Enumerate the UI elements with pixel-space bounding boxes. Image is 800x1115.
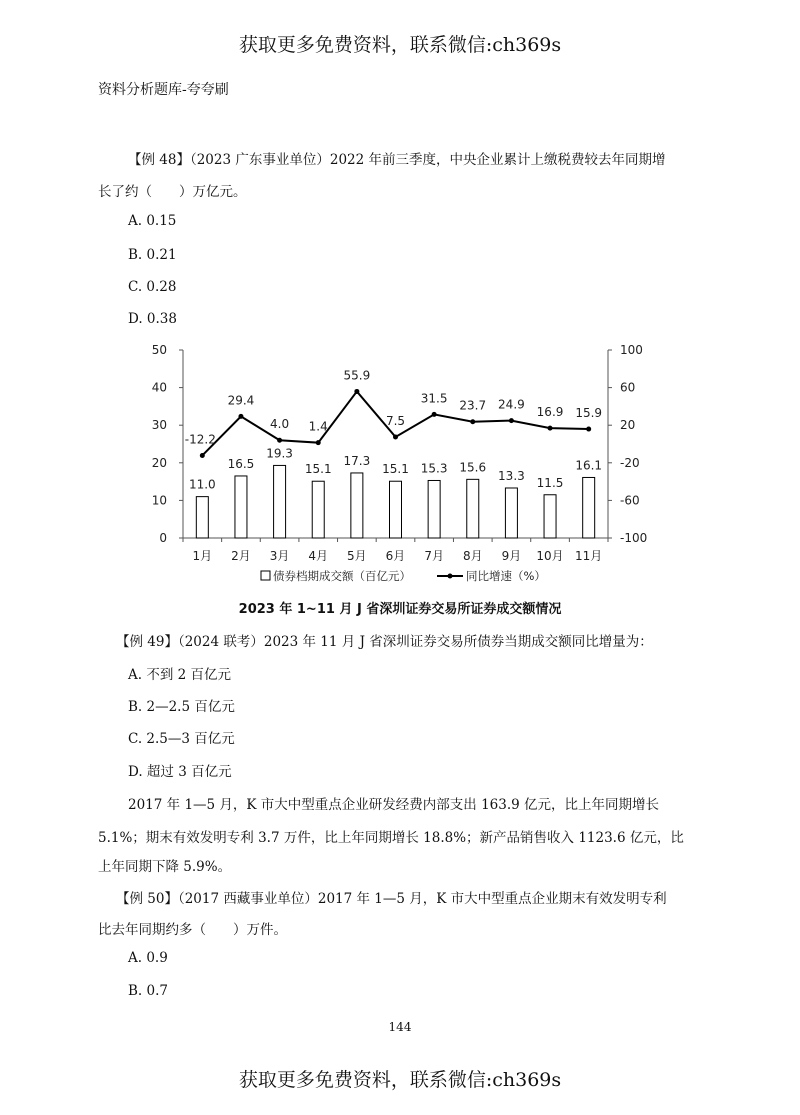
q48-line1: 【例 48】（2023 广东事业单位）2022 年前三季度，中央企业累计上缴税费较去年同期增 — [128, 152, 666, 168]
right-tick-label: 100 — [620, 343, 643, 357]
x-tick-label: 6月 — [385, 549, 406, 563]
bar-9 — [505, 488, 517, 538]
q49-line1: 【例 49】（2024 联考）2023 年 11 月 J 省深圳证券交易所债券当期成交额同比增量为： — [116, 634, 653, 650]
x-tick-label: 10月 — [536, 549, 564, 563]
growth-label: 16.9 — [536, 405, 564, 420]
growth-label: 4.0 — [270, 417, 290, 432]
growth-point-7 — [432, 412, 437, 417]
bar-10 — [544, 495, 556, 538]
growth-point-3 — [277, 438, 282, 443]
left-tick-label: 50 — [151, 343, 167, 357]
q50-line1: 【例 50】（2017 西藏事业单位）2017 年 1—5 月，K 市大中型重点企业期末有效发明专利 — [116, 891, 667, 907]
q48-option-d: D. 0.38 — [128, 311, 177, 327]
bar-label: 15.3 — [420, 461, 448, 476]
bar-1 — [196, 497, 208, 538]
q49-option-b: B. 2—2.5 百亿元 — [128, 699, 235, 715]
q49-option-a: A. 不到 2 百亿元 — [128, 667, 232, 683]
x-tick-label: 5月 — [347, 549, 367, 563]
q50-option-a: A. 0.9 — [128, 950, 168, 966]
x-tick-label: 2月 — [231, 549, 251, 563]
growth-label: 55.9 — [343, 368, 371, 383]
bar-label: 15.1 — [304, 462, 332, 477]
right-tick-label: -20 — [620, 455, 640, 470]
growth-label: 7.5 — [385, 413, 406, 428]
bottom-banner: 获取更多免费资料，联系微信:ch369s — [238, 1069, 562, 1091]
bar-11 — [583, 477, 595, 538]
x-tick-label: 1月 — [192, 549, 213, 563]
top-banner: 获取更多免费资料，联系微信:ch369s — [238, 34, 562, 56]
bar-label: 17.3 — [343, 453, 371, 468]
legend-bar-label: 债券档期成交额（百亿元） — [273, 569, 411, 583]
growth-point-11 — [586, 427, 591, 432]
legend-line-label: 同比增速（%） — [466, 569, 546, 583]
right-tick-label: -60 — [620, 493, 640, 508]
bar-label: 11.0 — [188, 477, 216, 492]
q48-option-c: C. 0.28 — [128, 279, 177, 295]
right-tick-label: 60 — [620, 380, 636, 395]
growth-point-2 — [238, 414, 243, 419]
growth-label: 1.4 — [308, 419, 328, 434]
x-tick-label: 11月 — [575, 549, 603, 563]
q50-line2: 比去年同期约多（ ）万件。 — [98, 922, 287, 938]
right-tick-label: 20 — [620, 418, 636, 433]
growth-point-6 — [393, 434, 398, 439]
growth-point-5 — [354, 389, 359, 394]
bar-label: 16.5 — [227, 456, 255, 471]
right-tick-label: -100 — [620, 531, 648, 545]
left-tick-label: 20 — [151, 455, 167, 470]
left-tick-label: 40 — [151, 380, 167, 395]
bar-7 — [428, 480, 440, 538]
q48-line2: 长了约（ ）万亿元。 — [98, 184, 247, 200]
bar-label: 19.3 — [266, 446, 293, 461]
growth-label: 29.4 — [227, 393, 255, 408]
chart — [120, 335, 660, 615]
header-label: 资料分析题库-夸夸刷 — [98, 82, 229, 98]
q48-option-a: A. 0.15 — [128, 213, 177, 229]
growth-point-8 — [470, 419, 475, 424]
growth-label: -12.2 — [184, 432, 216, 447]
left-tick-label: 0 — [159, 531, 167, 545]
growth-point-9 — [509, 418, 514, 423]
growth-label: 15.9 — [575, 406, 603, 421]
q49-option-c: C. 2.5—3 百亿元 — [128, 731, 235, 747]
left-tick-label: 10 — [151, 493, 167, 508]
passage-line3: 上年同期下降 5.9%。 — [98, 859, 232, 875]
bar-label: 13.3 — [498, 468, 525, 483]
growth-point-1 — [200, 453, 205, 458]
q48-option-b: B. 0.21 — [128, 247, 177, 263]
q49-option-d: D. 超过 3 百亿元 — [128, 764, 232, 780]
growth-label: 24.9 — [498, 397, 525, 412]
passage-line1: 2017 年 1—5 月，K 市大中型重点企业研发经费内部支出 163.9 亿元，比上年同期增长 — [128, 797, 660, 813]
x-tick-label: 4月 — [308, 549, 329, 563]
q50-option-b: B. 0.7 — [128, 983, 168, 999]
bar-3 — [274, 465, 286, 538]
legend-bar-swatch — [261, 571, 270, 580]
legend-line-marker — [448, 574, 453, 579]
bar-5 — [351, 473, 363, 538]
bar-label: 15.6 — [459, 460, 487, 475]
chart-title: 2023 年 1~11 月 J 省深圳证券交易所证券成交额情况 — [238, 602, 562, 617]
bar-label: 15.1 — [382, 462, 409, 477]
growth-point-4 — [316, 440, 321, 445]
passage-line2: 5.1%；期末有效发明专利 3.7 万件，比上年同期增长 18.8%；新产品销售收入 1123.6 亿元，比 — [98, 830, 684, 846]
growth-label: 31.5 — [420, 391, 448, 406]
bar-4 — [312, 481, 324, 538]
bar-6 — [390, 481, 402, 538]
bar-8 — [467, 479, 479, 538]
bar-label: 11.5 — [536, 475, 564, 490]
growth-point-10 — [548, 426, 553, 431]
x-tick-label: 8月 — [462, 549, 483, 563]
growth-label: 23.7 — [459, 398, 487, 413]
x-tick-label: 3月 — [269, 549, 290, 563]
bar-2 — [235, 476, 247, 538]
page-number: 144 — [388, 1020, 412, 1034]
x-tick-label: 9月 — [501, 549, 522, 563]
bar-label: 16.1 — [575, 458, 603, 473]
x-tick-label: 7月 — [424, 549, 444, 563]
left-tick-label: 30 — [151, 418, 167, 433]
